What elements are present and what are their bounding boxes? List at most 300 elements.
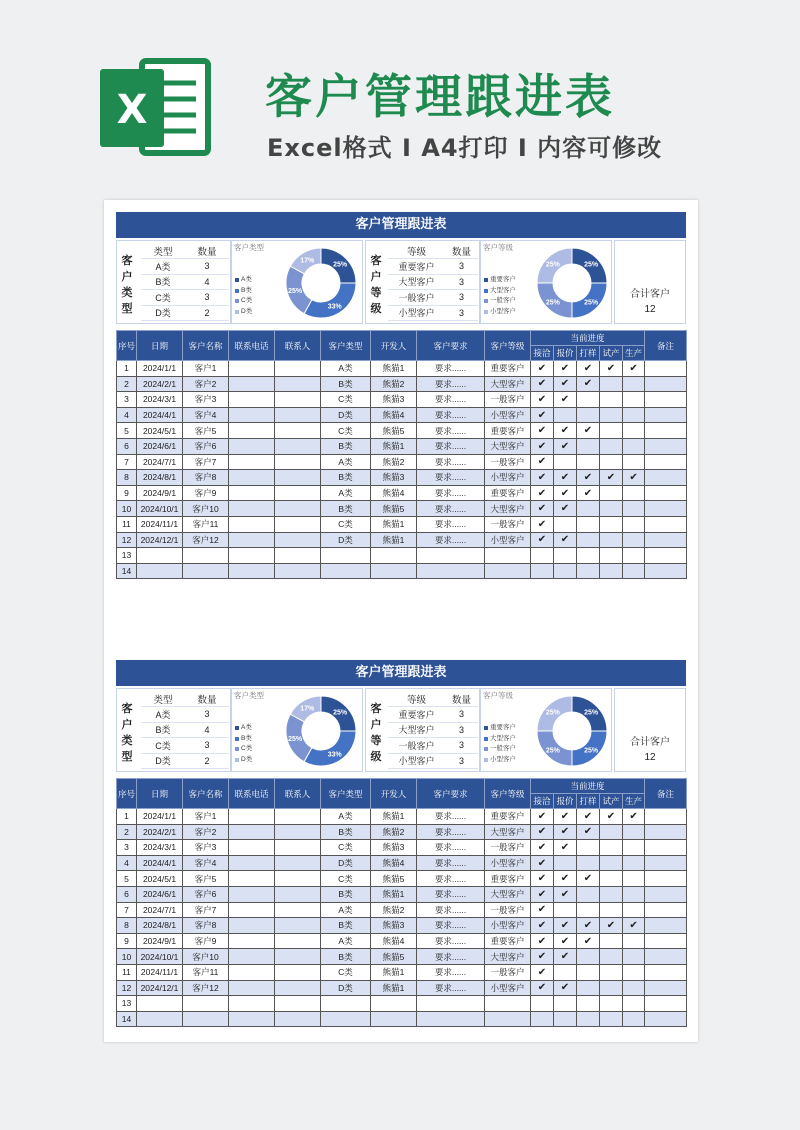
progress-cell[interactable]: ✔	[531, 438, 554, 454]
cell-req[interactable]	[417, 563, 485, 579]
cell-date[interactable]: 2024/10/1	[137, 501, 183, 517]
cell-name[interactable]: 客户5	[183, 871, 229, 887]
cell-grade[interactable]: 小型客户	[485, 855, 531, 871]
cell-contact[interactable]	[275, 532, 321, 548]
cell-dev[interactable]: 熊猫2	[371, 454, 417, 470]
cell-grade[interactable]: 一般客户	[485, 454, 531, 470]
cell-no[interactable]: 11	[117, 964, 137, 980]
progress-cell[interactable]	[600, 840, 623, 856]
cell-contact[interactable]	[275, 871, 321, 887]
progress-cell[interactable]	[577, 532, 600, 548]
cell-note[interactable]	[645, 980, 687, 996]
cell-type[interactable]: A类	[321, 361, 371, 377]
cell-type[interactable]: A类	[321, 809, 371, 825]
cell-date[interactable]: 2024/1/1	[137, 361, 183, 377]
cell-req[interactable]: 要求......	[417, 855, 485, 871]
cell-type[interactable]: D类	[321, 532, 371, 548]
cell-type[interactable]: B类	[321, 470, 371, 486]
progress-cell[interactable]: ✔	[531, 532, 554, 548]
cell-type[interactable]: B类	[321, 949, 371, 965]
cell-contact[interactable]	[275, 840, 321, 856]
cell-date[interactable]: 2024/10/1	[137, 949, 183, 965]
cell-grade[interactable]: 小型客户	[485, 980, 531, 996]
progress-cell[interactable]: ✔	[623, 470, 645, 486]
progress-cell[interactable]	[600, 392, 623, 408]
cell-name[interactable]: 客户4	[183, 855, 229, 871]
progress-cell[interactable]	[554, 407, 577, 423]
cell-grade[interactable]: 一般客户	[485, 516, 531, 532]
progress-cell[interactable]	[623, 392, 645, 408]
progress-cell[interactable]	[554, 996, 577, 1012]
cell-dev[interactable]	[371, 548, 417, 564]
cell-date[interactable]: 2024/3/1	[137, 840, 183, 856]
progress-cell[interactable]: ✔	[554, 438, 577, 454]
cell-dev[interactable]: 熊猫1	[371, 809, 417, 825]
progress-cell[interactable]	[577, 407, 600, 423]
cell-dev[interactable]: 熊猫4	[371, 855, 417, 871]
cell-date[interactable]: 2024/7/1	[137, 454, 183, 470]
cell-grade[interactable]: 大型客户	[485, 886, 531, 902]
progress-cell[interactable]	[531, 563, 554, 579]
cell-dev[interactable]: 熊猫3	[371, 470, 417, 486]
cell-type[interactable]: C类	[321, 392, 371, 408]
cell-type[interactable]	[321, 1011, 371, 1027]
progress-cell[interactable]	[623, 438, 645, 454]
cell-type[interactable]: B类	[321, 824, 371, 840]
cell-note[interactable]	[645, 933, 687, 949]
cell-req[interactable]: 要求......	[417, 407, 485, 423]
progress-cell[interactable]	[600, 871, 623, 887]
progress-cell[interactable]	[600, 563, 623, 579]
progress-cell[interactable]: ✔	[577, 470, 600, 486]
progress-cell[interactable]: ✔	[623, 809, 645, 825]
progress-cell[interactable]	[577, 438, 600, 454]
cell-grade[interactable]	[485, 548, 531, 564]
cell-phone[interactable]	[229, 902, 275, 918]
cell-no[interactable]: 13	[117, 548, 137, 564]
progress-cell[interactable]: ✔	[531, 516, 554, 532]
cell-req[interactable]: 要求......	[417, 392, 485, 408]
cell-no[interactable]: 10	[117, 501, 137, 517]
progress-cell[interactable]: ✔	[600, 361, 623, 377]
cell-contact[interactable]	[275, 376, 321, 392]
cell-name[interactable]: 客户10	[183, 949, 229, 965]
cell-no[interactable]: 12	[117, 980, 137, 996]
cell-name[interactable]: 客户2	[183, 376, 229, 392]
cell-phone[interactable]	[229, 376, 275, 392]
progress-cell[interactable]	[554, 516, 577, 532]
progress-cell[interactable]	[554, 1011, 577, 1027]
progress-cell[interactable]: ✔	[554, 980, 577, 996]
progress-cell[interactable]	[554, 855, 577, 871]
progress-cell[interactable]: ✔	[554, 501, 577, 517]
progress-cell[interactable]: ✔	[577, 933, 600, 949]
cell-req[interactable]: 要求......	[417, 501, 485, 517]
cell-no[interactable]: 9	[117, 933, 137, 949]
cell-date[interactable]	[137, 996, 183, 1012]
cell-name[interactable]	[183, 996, 229, 1012]
progress-cell[interactable]	[623, 933, 645, 949]
progress-cell[interactable]	[600, 949, 623, 965]
cell-dev[interactable]: 熊猫5	[371, 871, 417, 887]
cell-no[interactable]: 8	[117, 918, 137, 934]
cell-contact[interactable]	[275, 949, 321, 965]
cell-phone[interactable]	[229, 548, 275, 564]
cell-name[interactable]: 客户9	[183, 933, 229, 949]
cell-note[interactable]	[645, 824, 687, 840]
progress-cell[interactable]	[577, 964, 600, 980]
progress-cell[interactable]	[623, 871, 645, 887]
progress-cell[interactable]	[623, 980, 645, 996]
progress-cell[interactable]: ✔	[577, 918, 600, 934]
cell-note[interactable]	[645, 949, 687, 965]
cell-type[interactable]: B类	[321, 886, 371, 902]
progress-cell[interactable]	[623, 563, 645, 579]
cell-no[interactable]: 7	[117, 454, 137, 470]
cell-grade[interactable]: 大型客户	[485, 438, 531, 454]
progress-cell[interactable]	[600, 501, 623, 517]
progress-cell[interactable]	[577, 840, 600, 856]
cell-dev[interactable]: 熊猫4	[371, 407, 417, 423]
progress-cell[interactable]	[600, 548, 623, 564]
cell-type[interactable]: A类	[321, 454, 371, 470]
cell-dev[interactable]: 熊猫4	[371, 933, 417, 949]
progress-cell[interactable]: ✔	[554, 423, 577, 439]
cell-date[interactable]: 2024/12/1	[137, 532, 183, 548]
cell-note[interactable]	[645, 407, 687, 423]
progress-cell[interactable]	[600, 532, 623, 548]
progress-cell[interactable]	[600, 376, 623, 392]
progress-cell[interactable]	[600, 438, 623, 454]
cell-no[interactable]: 14	[117, 1011, 137, 1027]
progress-cell[interactable]	[577, 1011, 600, 1027]
progress-cell[interactable]: ✔	[600, 809, 623, 825]
cell-phone[interactable]	[229, 438, 275, 454]
cell-note[interactable]	[645, 361, 687, 377]
cell-contact[interactable]	[275, 902, 321, 918]
cell-name[interactable]: 客户4	[183, 407, 229, 423]
cell-type[interactable]: C类	[321, 840, 371, 856]
cell-req[interactable]: 要求......	[417, 532, 485, 548]
cell-phone[interactable]	[229, 840, 275, 856]
cell-grade[interactable]: 小型客户	[485, 532, 531, 548]
cell-grade[interactable]: 一般客户	[485, 902, 531, 918]
progress-cell[interactable]: ✔	[554, 485, 577, 501]
cell-contact[interactable]	[275, 361, 321, 377]
progress-cell[interactable]	[623, 516, 645, 532]
cell-contact[interactable]	[275, 980, 321, 996]
cell-date[interactable]: 2024/2/1	[137, 376, 183, 392]
progress-cell[interactable]	[577, 855, 600, 871]
cell-contact[interactable]	[275, 392, 321, 408]
cell-phone[interactable]	[229, 361, 275, 377]
cell-dev[interactable]: 熊猫3	[371, 392, 417, 408]
progress-cell[interactable]	[600, 516, 623, 532]
cell-contact[interactable]	[275, 407, 321, 423]
cell-type[interactable]: C类	[321, 871, 371, 887]
cell-grade[interactable]: 重要客户	[485, 809, 531, 825]
cell-phone[interactable]	[229, 392, 275, 408]
progress-cell[interactable]	[577, 949, 600, 965]
cell-phone[interactable]	[229, 918, 275, 934]
cell-type[interactable]: C类	[321, 516, 371, 532]
cell-no[interactable]: 8	[117, 470, 137, 486]
progress-cell[interactable]: ✔	[531, 980, 554, 996]
cell-no[interactable]: 14	[117, 563, 137, 579]
progress-cell[interactable]: ✔	[554, 824, 577, 840]
cell-dev[interactable]: 熊猫1	[371, 886, 417, 902]
cell-phone[interactable]	[229, 1011, 275, 1027]
cell-type[interactable]	[321, 996, 371, 1012]
cell-req[interactable]: 要求......	[417, 933, 485, 949]
progress-cell[interactable]: ✔	[577, 376, 600, 392]
cell-date[interactable]: 2024/11/1	[137, 516, 183, 532]
cell-req[interactable]: 要求......	[417, 454, 485, 470]
cell-contact[interactable]	[275, 516, 321, 532]
cell-dev[interactable]: 熊猫5	[371, 501, 417, 517]
cell-no[interactable]: 3	[117, 840, 137, 856]
cell-contact[interactable]	[275, 809, 321, 825]
cell-req[interactable]: 要求......	[417, 376, 485, 392]
cell-grade[interactable]: 一般客户	[485, 392, 531, 408]
progress-cell[interactable]: ✔	[531, 949, 554, 965]
progress-cell[interactable]: ✔	[531, 918, 554, 934]
cell-req[interactable]: 要求......	[417, 361, 485, 377]
cell-dev[interactable]: 熊猫1	[371, 516, 417, 532]
progress-cell[interactable]: ✔	[531, 886, 554, 902]
progress-cell[interactable]	[600, 824, 623, 840]
cell-no[interactable]: 10	[117, 949, 137, 965]
cell-req[interactable]: 要求......	[417, 902, 485, 918]
cell-no[interactable]: 13	[117, 996, 137, 1012]
cell-req[interactable]: 要求......	[417, 824, 485, 840]
progress-cell[interactable]	[577, 548, 600, 564]
progress-cell[interactable]	[577, 886, 600, 902]
progress-cell[interactable]	[600, 485, 623, 501]
progress-cell[interactable]	[623, 996, 645, 1012]
cell-no[interactable]: 4	[117, 407, 137, 423]
cell-contact[interactable]	[275, 423, 321, 439]
cell-phone[interactable]	[229, 871, 275, 887]
progress-cell[interactable]: ✔	[554, 840, 577, 856]
cell-type[interactable]	[321, 548, 371, 564]
progress-cell[interactable]	[554, 548, 577, 564]
progress-cell[interactable]: ✔	[600, 470, 623, 486]
progress-cell[interactable]: ✔	[531, 423, 554, 439]
cell-name[interactable]: 客户5	[183, 423, 229, 439]
cell-grade[interactable]: 大型客户	[485, 824, 531, 840]
progress-cell[interactable]: ✔	[531, 840, 554, 856]
cell-req[interactable]: 要求......	[417, 886, 485, 902]
progress-cell[interactable]: ✔	[531, 824, 554, 840]
cell-date[interactable]: 2024/4/1	[137, 407, 183, 423]
progress-cell[interactable]: ✔	[554, 949, 577, 965]
progress-cell[interactable]: ✔	[600, 918, 623, 934]
cell-req[interactable]	[417, 548, 485, 564]
cell-phone[interactable]	[229, 485, 275, 501]
cell-date[interactable]: 2024/3/1	[137, 392, 183, 408]
cell-phone[interactable]	[229, 423, 275, 439]
cell-type[interactable]: B类	[321, 501, 371, 517]
progress-cell[interactable]	[623, 1011, 645, 1027]
cell-name[interactable]: 客户11	[183, 964, 229, 980]
cell-note[interactable]	[645, 840, 687, 856]
cell-note[interactable]	[645, 996, 687, 1012]
progress-cell[interactable]	[623, 454, 645, 470]
cell-name[interactable]: 客户9	[183, 485, 229, 501]
cell-type[interactable]: D类	[321, 980, 371, 996]
progress-cell[interactable]: ✔	[577, 809, 600, 825]
progress-cell[interactable]: ✔	[577, 824, 600, 840]
cell-phone[interactable]	[229, 454, 275, 470]
cell-type[interactable]: B类	[321, 376, 371, 392]
cell-dev[interactable]: 熊猫5	[371, 949, 417, 965]
cell-no[interactable]: 9	[117, 485, 137, 501]
cell-name[interactable]: 客户3	[183, 392, 229, 408]
progress-cell[interactable]	[531, 548, 554, 564]
cell-req[interactable]: 要求......	[417, 438, 485, 454]
cell-no[interactable]: 11	[117, 516, 137, 532]
cell-contact[interactable]	[275, 886, 321, 902]
progress-cell[interactable]: ✔	[554, 392, 577, 408]
progress-cell[interactable]: ✔	[554, 376, 577, 392]
progress-cell[interactable]: ✔	[577, 871, 600, 887]
progress-cell[interactable]	[577, 980, 600, 996]
cell-date[interactable]	[137, 548, 183, 564]
cell-note[interactable]	[645, 423, 687, 439]
progress-cell[interactable]	[531, 996, 554, 1012]
cell-date[interactable]: 2024/6/1	[137, 438, 183, 454]
progress-cell[interactable]	[554, 964, 577, 980]
progress-cell[interactable]	[531, 1011, 554, 1027]
cell-phone[interactable]	[229, 886, 275, 902]
cell-phone[interactable]	[229, 516, 275, 532]
progress-cell[interactable]	[577, 454, 600, 470]
progress-cell[interactable]	[600, 855, 623, 871]
cell-dev[interactable]: 熊猫3	[371, 918, 417, 934]
progress-cell[interactable]: ✔	[554, 933, 577, 949]
cell-req[interactable]: 要求......	[417, 980, 485, 996]
cell-grade[interactable]: 大型客户	[485, 376, 531, 392]
cell-note[interactable]	[645, 809, 687, 825]
cell-dev[interactable]	[371, 996, 417, 1012]
cell-contact[interactable]	[275, 918, 321, 934]
cell-note[interactable]	[645, 454, 687, 470]
cell-dev[interactable]: 熊猫1	[371, 438, 417, 454]
cell-grade[interactable]: 重要客户	[485, 361, 531, 377]
cell-contact[interactable]	[275, 470, 321, 486]
cell-date[interactable]	[137, 563, 183, 579]
cell-no[interactable]: 3	[117, 392, 137, 408]
cell-no[interactable]: 4	[117, 855, 137, 871]
cell-note[interactable]	[645, 438, 687, 454]
cell-req[interactable]: 要求......	[417, 918, 485, 934]
progress-cell[interactable]: ✔	[531, 964, 554, 980]
cell-name[interactable]	[183, 548, 229, 564]
cell-type[interactable]: A类	[321, 933, 371, 949]
progress-cell[interactable]: ✔	[554, 470, 577, 486]
progress-cell[interactable]	[623, 824, 645, 840]
cell-grade[interactable]	[485, 563, 531, 579]
progress-cell[interactable]: ✔	[554, 809, 577, 825]
cell-grade[interactable]: 重要客户	[485, 423, 531, 439]
cell-type[interactable]: A类	[321, 902, 371, 918]
cell-phone[interactable]	[229, 980, 275, 996]
cell-dev[interactable]: 熊猫4	[371, 485, 417, 501]
cell-dev[interactable]: 熊猫2	[371, 376, 417, 392]
cell-req[interactable]: 要求......	[417, 485, 485, 501]
cell-name[interactable]: 客户8	[183, 918, 229, 934]
cell-dev[interactable]: 熊猫1	[371, 361, 417, 377]
cell-name[interactable]: 客户6	[183, 886, 229, 902]
cell-grade[interactable]: 小型客户	[485, 918, 531, 934]
cell-contact[interactable]	[275, 438, 321, 454]
cell-note[interactable]	[645, 918, 687, 934]
progress-cell[interactable]	[623, 855, 645, 871]
progress-cell[interactable]	[554, 902, 577, 918]
cell-name[interactable]: 客户2	[183, 824, 229, 840]
cell-grade[interactable]	[485, 1011, 531, 1027]
cell-note[interactable]	[645, 548, 687, 564]
cell-no[interactable]: 2	[117, 824, 137, 840]
cell-note[interactable]	[645, 1011, 687, 1027]
progress-cell[interactable]: ✔	[531, 855, 554, 871]
cell-no[interactable]: 5	[117, 423, 137, 439]
cell-note[interactable]	[645, 532, 687, 548]
cell-name[interactable]	[183, 563, 229, 579]
cell-type[interactable]: C类	[321, 423, 371, 439]
cell-phone[interactable]	[229, 855, 275, 871]
cell-date[interactable]	[137, 1011, 183, 1027]
cell-dev[interactable]	[371, 1011, 417, 1027]
progress-cell[interactable]: ✔	[531, 485, 554, 501]
cell-req[interactable]: 要求......	[417, 809, 485, 825]
cell-phone[interactable]	[229, 933, 275, 949]
cell-grade[interactable]: 大型客户	[485, 501, 531, 517]
progress-cell[interactable]: ✔	[623, 918, 645, 934]
cell-type[interactable]: D类	[321, 855, 371, 871]
progress-cell[interactable]	[600, 996, 623, 1012]
cell-contact[interactable]	[275, 933, 321, 949]
cell-name[interactable]: 客户7	[183, 902, 229, 918]
progress-cell[interactable]: ✔	[531, 501, 554, 517]
cell-dev[interactable]: 熊猫1	[371, 980, 417, 996]
cell-contact[interactable]	[275, 563, 321, 579]
progress-cell[interactable]	[600, 407, 623, 423]
cell-phone[interactable]	[229, 407, 275, 423]
cell-date[interactable]: 2024/11/1	[137, 964, 183, 980]
cell-name[interactable]: 客户1	[183, 809, 229, 825]
cell-contact[interactable]	[275, 996, 321, 1012]
progress-cell[interactable]	[623, 886, 645, 902]
cell-date[interactable]: 2024/5/1	[137, 871, 183, 887]
cell-grade[interactable]: 一般客户	[485, 964, 531, 980]
cell-note[interactable]	[645, 902, 687, 918]
cell-type[interactable]: D类	[321, 407, 371, 423]
cell-name[interactable]: 客户10	[183, 501, 229, 517]
cell-req[interactable]: 要求......	[417, 871, 485, 887]
cell-note[interactable]	[645, 470, 687, 486]
progress-cell[interactable]: ✔	[531, 376, 554, 392]
cell-date[interactable]: 2024/8/1	[137, 918, 183, 934]
cell-grade[interactable]: 一般客户	[485, 840, 531, 856]
progress-cell[interactable]	[623, 407, 645, 423]
progress-cell[interactable]: ✔	[531, 454, 554, 470]
cell-name[interactable]: 客户12	[183, 532, 229, 548]
progress-cell[interactable]	[554, 563, 577, 579]
cell-date[interactable]: 2024/7/1	[137, 902, 183, 918]
progress-cell[interactable]	[577, 501, 600, 517]
